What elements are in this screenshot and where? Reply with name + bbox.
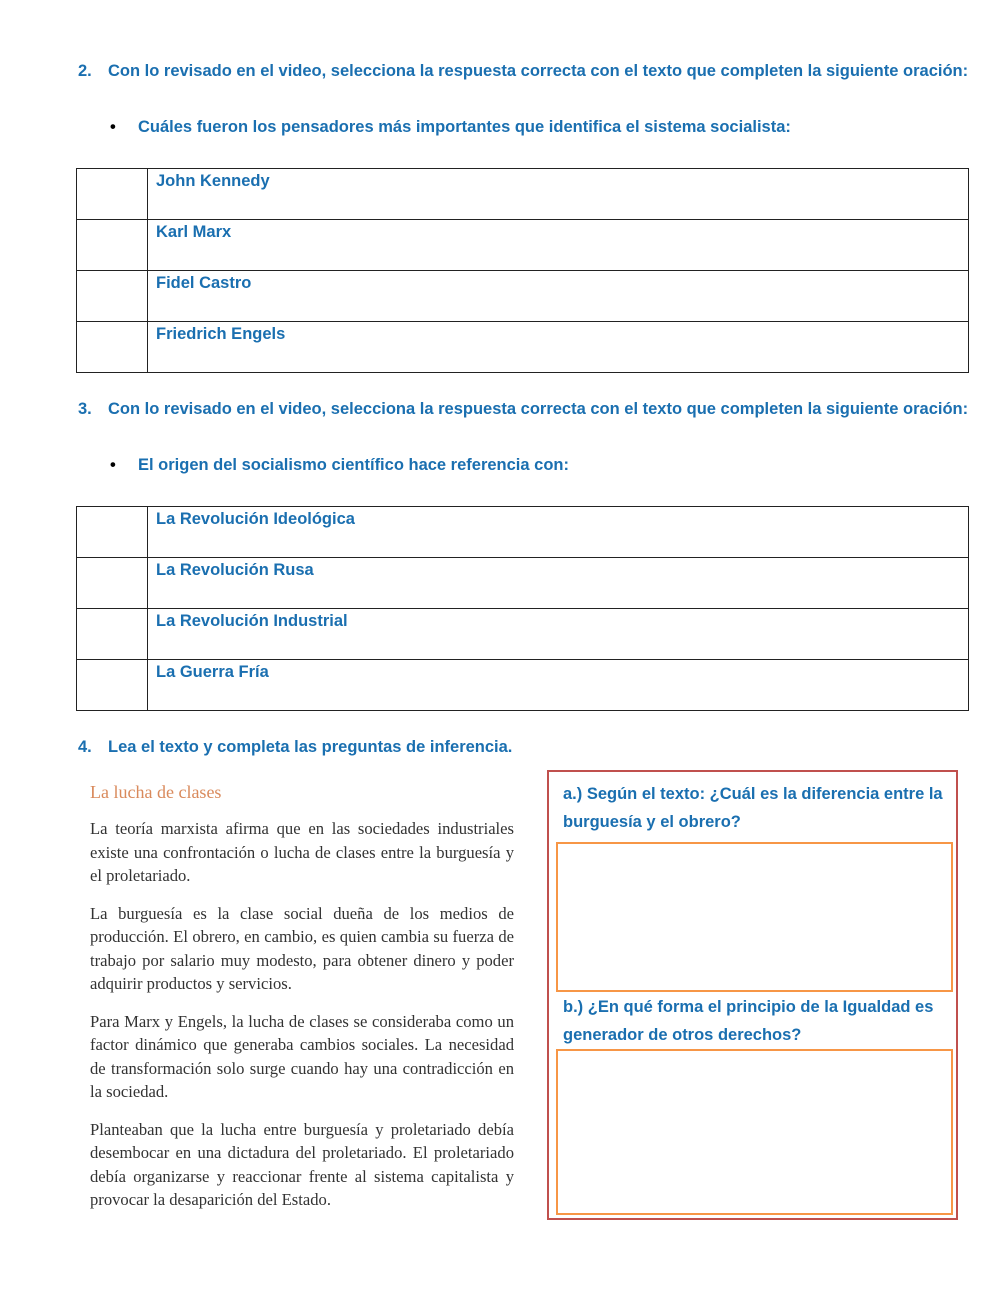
inference-question-a: a.) Según el texto: ¿Cuál es la diferencia entre la burguesía y el obrero? bbox=[563, 785, 943, 831]
option-checkbox-cell[interactable] bbox=[77, 507, 148, 558]
reading-paragraph: Para Marx y Engels, la lucha de clases se consideraba como un factor dinámico que generaba cambios sociales. La necesidad de transformación solo surge cuando hay una contradicción en la sociedad. bbox=[90, 1011, 514, 1101]
question-3-heading bbox=[78, 396, 970, 423]
question-4-number: 4. bbox=[78, 738, 92, 756]
question-2-bullet bbox=[110, 114, 970, 141]
option-checkbox-cell[interactable] bbox=[77, 609, 148, 660]
option-checkbox-cell[interactable] bbox=[77, 558, 148, 609]
question-4-heading bbox=[78, 734, 970, 761]
option-label[interactable]: La Revolución Ideológica bbox=[148, 507, 969, 558]
option-label[interactable]: Friedrich Engels bbox=[148, 322, 969, 373]
reading-title: La lucha de clases bbox=[90, 782, 222, 802]
option-label[interactable]: La Revolución Rusa bbox=[148, 558, 969, 609]
question-2-bullet-text: Cuáles fueron los pensadores más importantes que identifica el sistema socialista: bbox=[138, 118, 791, 136]
bullet-icon: • bbox=[110, 456, 116, 474]
option-checkbox-cell[interactable] bbox=[77, 220, 148, 271]
option-row bbox=[77, 558, 969, 609]
option-label[interactable]: Fidel Castro bbox=[148, 271, 969, 322]
question-3-text: Con lo revisado en el video, selecciona la respuesta correcta con el texto que completen la siguiente oración: bbox=[108, 400, 969, 418]
option-row bbox=[77, 507, 969, 558]
question-2-text: Con lo revisado en el video, selecciona la respuesta correcta con el texto que completen la siguiente oración: bbox=[108, 62, 969, 80]
answer-box-b[interactable] bbox=[556, 1049, 953, 1215]
option-row bbox=[77, 609, 969, 660]
option-label[interactable]: La Revolución Industrial bbox=[148, 609, 969, 660]
reading-paragraph: Planteaban que la lucha entre burguesía y proletariado debía desembocar en una dictadura del proletariado. El proletariado debía organizarse y reaccionar frente al sistema capitalista y provocar la desaparición del Estado. bbox=[90, 1119, 514, 1209]
question-3-bullet-text: El origen del socialismo científico hace referencia con: bbox=[138, 456, 569, 474]
option-label[interactable]: La Guerra Fría bbox=[148, 660, 969, 711]
question-4-text: Lea el texto y completa las preguntas de inferencia. bbox=[108, 738, 513, 756]
answer-box-a[interactable] bbox=[556, 842, 953, 992]
option-checkbox-cell[interactable] bbox=[77, 169, 148, 220]
question-2-heading bbox=[78, 58, 970, 85]
question-2-number: 2. bbox=[78, 62, 92, 80]
option-label[interactable]: John Kennedy bbox=[148, 169, 969, 220]
option-row bbox=[77, 169, 969, 220]
option-checkbox-cell[interactable] bbox=[77, 322, 148, 373]
option-label[interactable]: Karl Marx bbox=[148, 220, 969, 271]
option-row bbox=[77, 220, 969, 271]
reading-passage bbox=[90, 782, 514, 1226]
question-2-options-table bbox=[76, 168, 969, 373]
option-row bbox=[77, 271, 969, 322]
option-checkbox-cell[interactable] bbox=[77, 271, 148, 322]
question-3-options-table bbox=[76, 506, 969, 711]
question-3-number: 3. bbox=[78, 400, 92, 418]
inference-frame bbox=[547, 770, 958, 1220]
option-row bbox=[77, 660, 969, 711]
option-checkbox-cell[interactable] bbox=[77, 660, 148, 711]
reading-paragraph: La burguesía es la clase social dueña de los medios de producción. El obrero, en cambio, es quien cambia su fuerza de trabajo por salario muy modesto, para obtener dinero y poder adquirir productos y servicios. bbox=[90, 903, 514, 993]
bullet-icon: • bbox=[110, 118, 116, 136]
reading-paragraph: La teoría marxista afirma que en las sociedades industriales existe una confrontación o lucha de clases entre la burguesía y el proletariado. bbox=[90, 819, 514, 885]
inference-question-b: b.) ¿En qué forma el principio de la Igualdad es generador de otros derechos? bbox=[563, 998, 934, 1044]
question-3-bullet bbox=[110, 452, 970, 479]
option-row bbox=[77, 322, 969, 373]
